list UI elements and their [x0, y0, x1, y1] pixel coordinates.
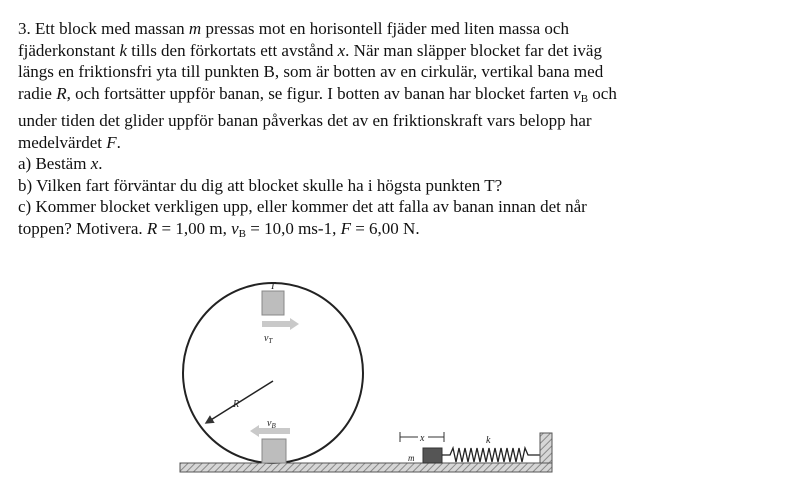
statement-line5: under tiden det glider uppför banan påverkas det av en friktionskraft vars belopp har: [18, 111, 592, 130]
given-v-value: = 10,0 ms-1,: [245, 218, 341, 238]
label-x: x: [420, 433, 425, 444]
radius-line: [206, 381, 273, 423]
statement-line6b: .: [116, 132, 121, 152]
statement-line1a: Ett block med massan: [35, 19, 189, 38]
statement-line4c: och: [588, 83, 617, 103]
given-v-sub: B: [238, 227, 246, 240]
given-R-value: = 1,00 m,: [157, 218, 232, 238]
statement-line6a: medelvärdet: [18, 132, 107, 152]
var-m: m: [188, 19, 202, 38]
question-a-var: x: [90, 154, 99, 173]
statement-line2a: fjäderkonstant: [18, 40, 120, 60]
given-F: F: [340, 218, 351, 238]
label-R: R: [233, 399, 240, 410]
problem-number: 3.: [18, 19, 31, 38]
var-R: R: [56, 83, 67, 103]
ground: [180, 463, 552, 472]
var-v: v: [573, 83, 581, 103]
question-c-line1: c) Kommer blocket verkligen upp, eller kommer det att falla av banan innan det når: [18, 197, 587, 216]
statement-line4b: , och fortsätter uppför banan, se figur. I botten av banan har blocket farten: [66, 83, 574, 103]
given-v: v: [231, 218, 239, 238]
label-k: k: [486, 435, 491, 446]
question-a-end: .: [98, 154, 103, 173]
var-F: F: [106, 132, 117, 152]
label-vB: $v_B$: [267, 418, 276, 430]
statement-line2c: . När man släpper blocket far det iväg: [345, 40, 602, 60]
label-vT: $v_T$: [264, 333, 273, 345]
question-b: b) Vilken fart förväntar du dig att blocket skulle ha i högsta punkten T?: [18, 175, 503, 195]
block-at-top: [262, 291, 284, 315]
given-R: R: [146, 218, 158, 238]
var-x: x: [337, 40, 346, 60]
var-k: k: [119, 40, 128, 60]
statement-line3: längs en friktionsfri yta till punkten B, som är botten av en cirkulär, vertikal bana med: [18, 62, 604, 81]
statement-line4a: radie: [18, 83, 57, 103]
question-a-text: a) Bestäm: [18, 154, 91, 173]
statement-line1b: pressas mot en horisontell fjäder med liten massa och: [201, 19, 569, 38]
wall: [540, 433, 552, 463]
block-at-bottom: [262, 439, 286, 463]
spring: [442, 448, 540, 462]
block-m: [423, 448, 442, 463]
given-F-value: = 6,00 N.: [350, 218, 420, 238]
velocity-top-arrowhead: [290, 318, 299, 330]
label-T: T: [270, 281, 276, 292]
statement-line2b: tills den förkortats ett avstånd: [127, 40, 338, 60]
sub-B: B: [580, 92, 589, 105]
velocity-bottom-arrowhead: [250, 425, 259, 437]
label-m: m: [408, 453, 415, 463]
question-c-line2: toppen? Motivera.: [18, 218, 147, 238]
